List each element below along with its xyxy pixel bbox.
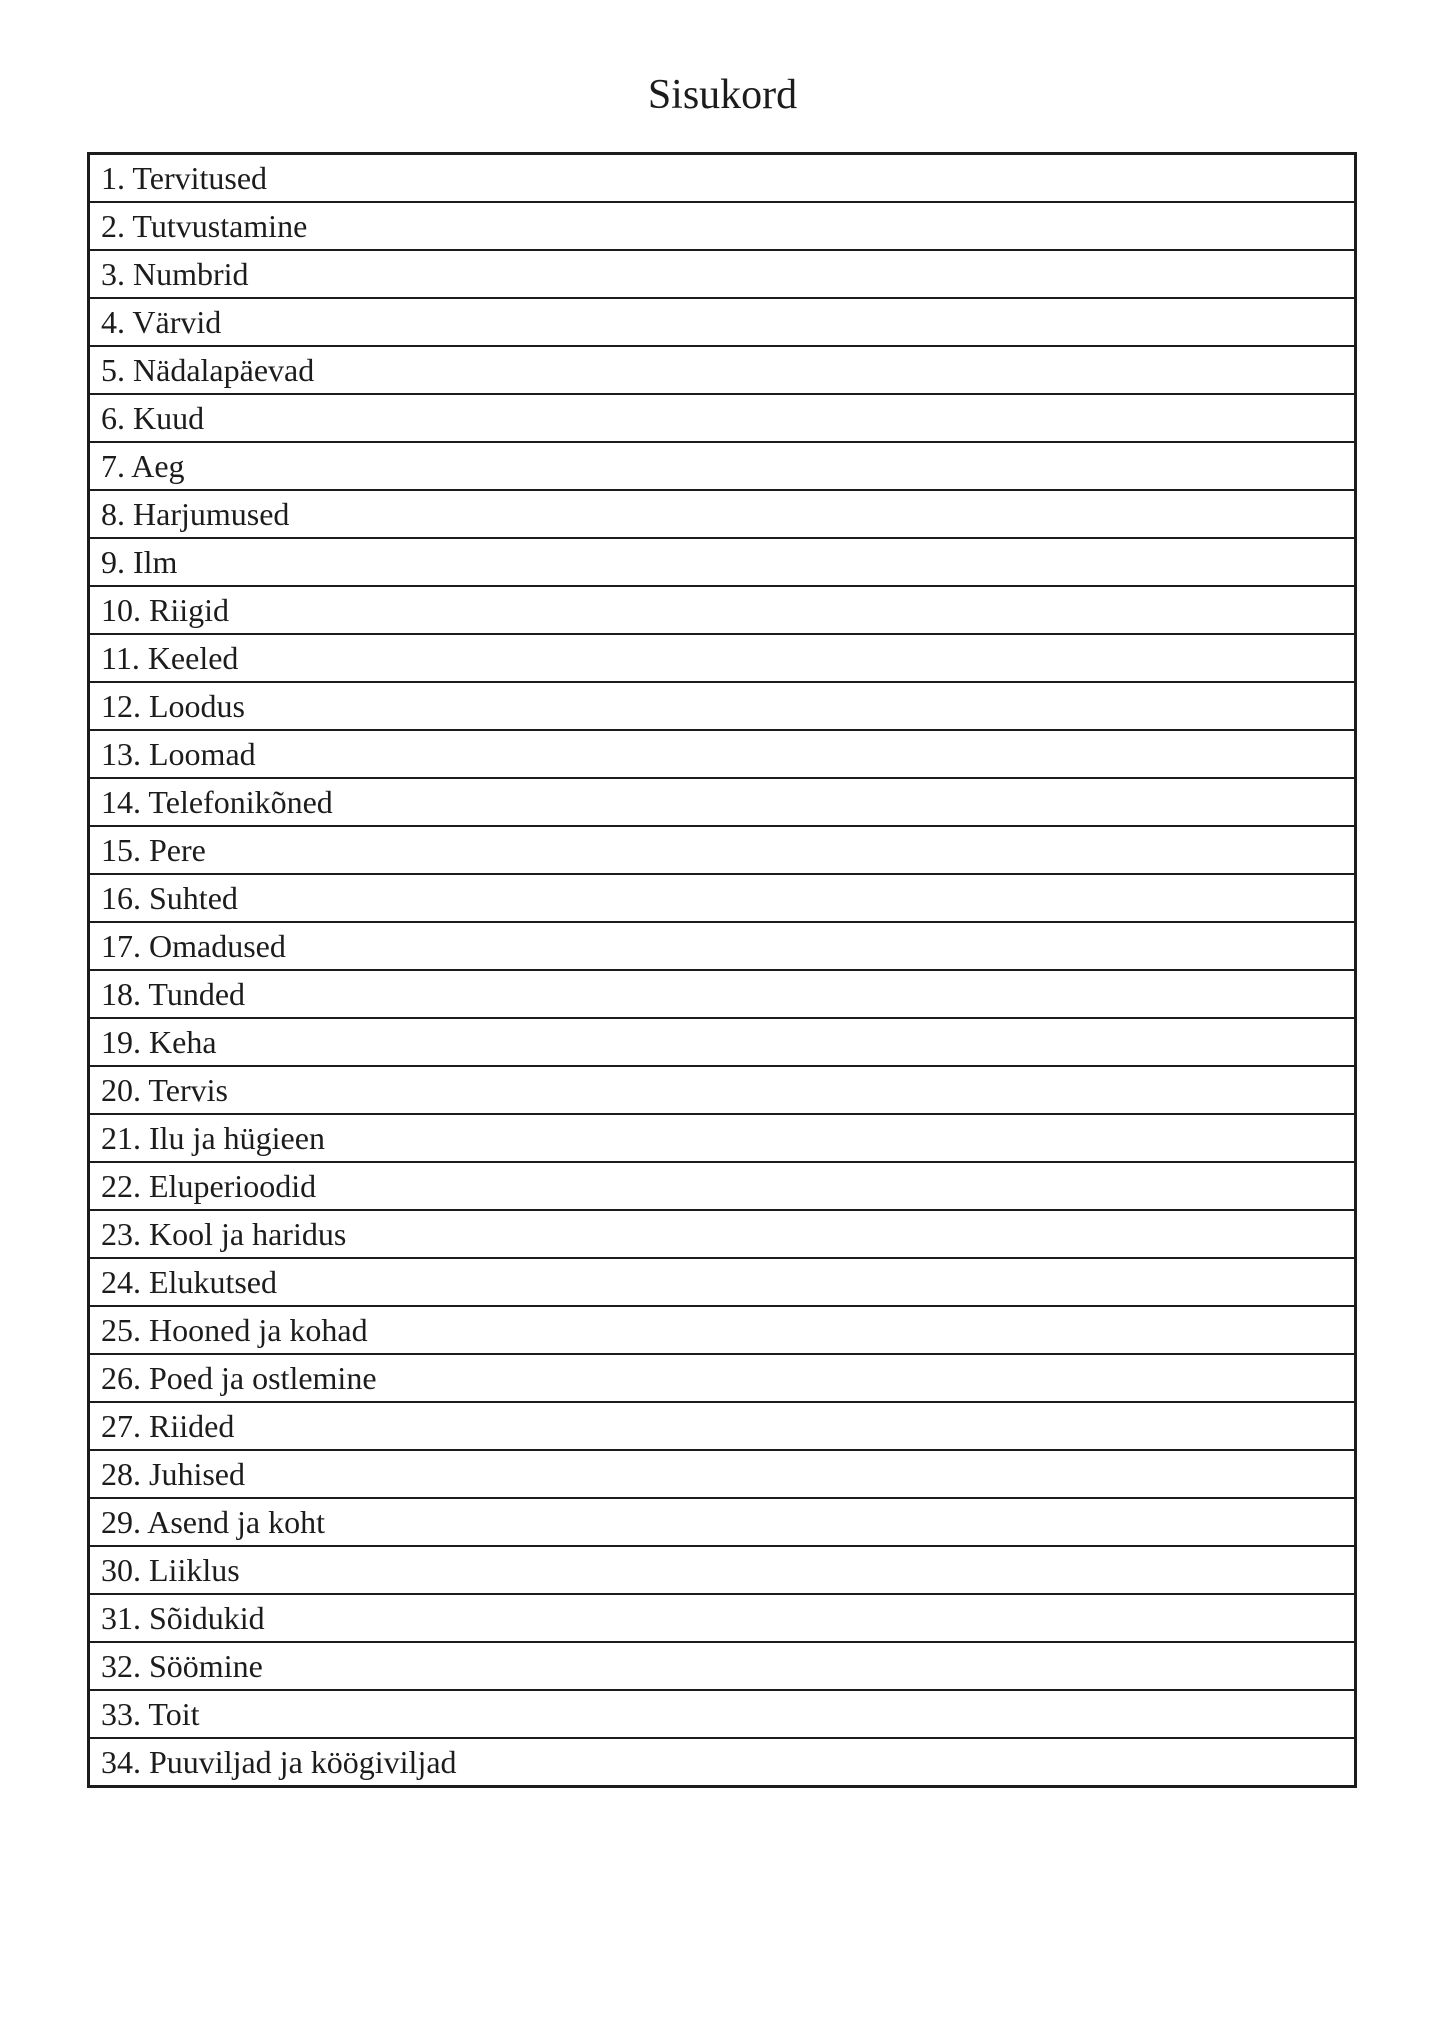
toc-row: 27. Riided	[90, 1403, 1354, 1451]
toc-row: 23. Kool ja haridus	[90, 1211, 1354, 1259]
toc-row: 1. Tervitused	[90, 155, 1354, 203]
toc-row: 13. Loomad	[90, 731, 1354, 779]
toc-row: 31. Sõidukid	[90, 1595, 1354, 1643]
toc-row: 30. Liiklus	[90, 1547, 1354, 1595]
toc-row: 16. Suhted	[90, 875, 1354, 923]
toc-row: 34. Puuviljad ja köögiviljad	[101, 1744, 457, 1780]
toc-row: 9. Ilm	[90, 539, 1354, 587]
toc-row: 14. Telefonikõned	[90, 779, 1354, 827]
toc-row: 15. Pere	[90, 827, 1354, 875]
toc-row: 7. Aeg	[90, 443, 1354, 491]
toc-row: 21. Ilu ja hügieen	[90, 1115, 1354, 1163]
toc-row: 6. Kuud	[90, 395, 1354, 443]
toc-table	[87, 152, 1357, 1788]
toc-row: 12. Loodus	[90, 683, 1354, 731]
toc-row: 19. Keha	[90, 1019, 1354, 1067]
toc-row: 10. Riigid	[90, 587, 1354, 635]
toc-row: 4. Värvid	[90, 299, 1354, 347]
toc-row: 32. Söömine	[90, 1643, 1354, 1691]
page-title: Sisukord	[647, 72, 798, 118]
toc-row: 33. Toit	[90, 1691, 1354, 1739]
toc-row: 26. Poed ja ostlemine	[90, 1355, 1354, 1403]
toc-row: 29. Asend ja koht	[90, 1499, 1354, 1547]
toc-row: 20. Tervis	[90, 1067, 1354, 1115]
toc-row: 25. Hooned ja kohad	[90, 1307, 1354, 1355]
toc-row: 8. Harjumused	[90, 491, 1354, 539]
toc-row: 3. Numbrid	[90, 251, 1354, 299]
toc-row: 18. Tunded	[90, 971, 1354, 1019]
toc-row: 5. Nädalapäevad	[90, 347, 1354, 395]
toc-row: 22. Eluperioodid	[90, 1163, 1354, 1211]
toc-row: 24. Elukutsed	[90, 1259, 1354, 1307]
toc-row: 2. Tutvustamine	[90, 203, 1354, 251]
toc-row: 11. Keeled	[90, 635, 1354, 683]
toc-row: 28. Juhised	[90, 1451, 1354, 1499]
toc-row: 17. Omadused	[90, 923, 1354, 971]
